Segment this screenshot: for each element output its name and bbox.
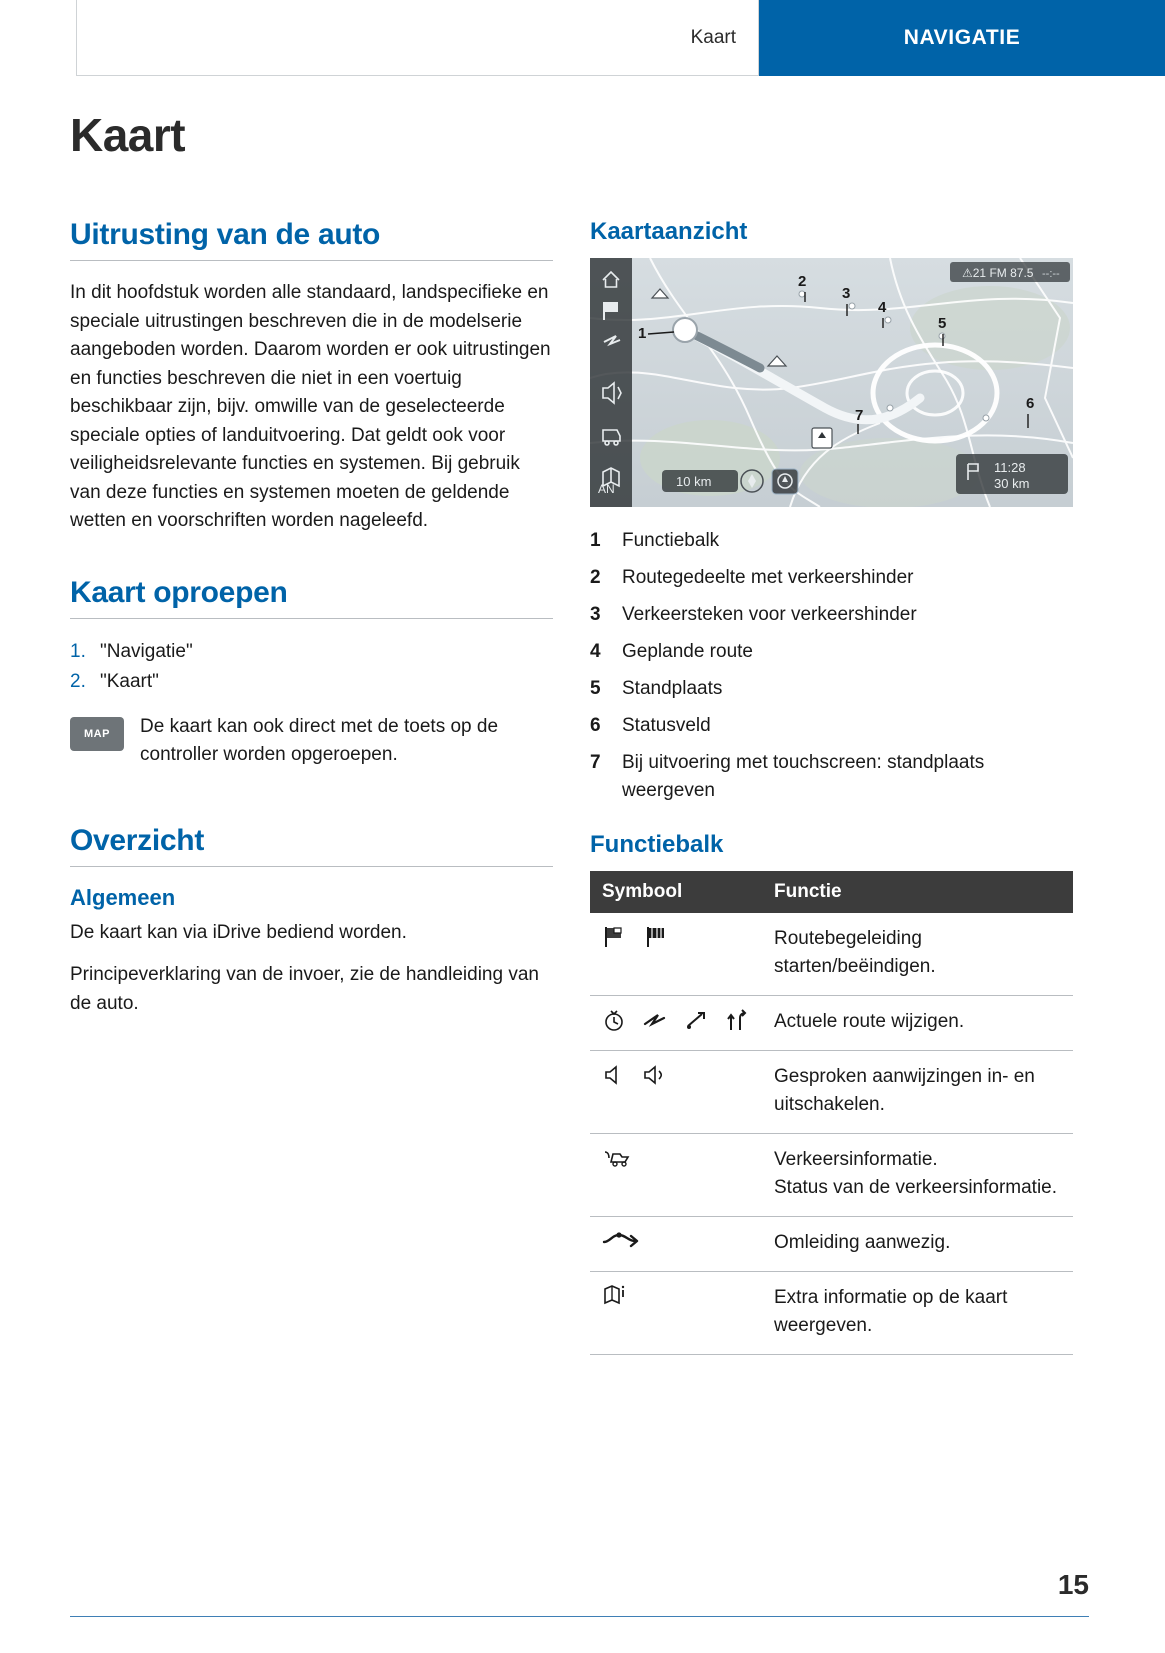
legend-number: 4	[590, 641, 601, 662]
divider	[70, 618, 553, 619]
column-header-functie: Functie	[762, 871, 1073, 913]
table-row	[590, 1272, 1073, 1355]
symbol-cell	[590, 1051, 762, 1134]
speaker-mute-icon	[602, 1063, 626, 1087]
list-item	[590, 564, 1073, 592]
svg-text:30 km: 30 km	[994, 476, 1030, 491]
checkered-flag-icon	[602, 925, 628, 949]
step-text: "Navigatie"	[100, 640, 193, 662]
reroute-icon	[684, 1008, 708, 1032]
steps-list	[70, 637, 553, 697]
legend-number: 3	[590, 604, 601, 625]
list-item	[590, 638, 1073, 666]
map-button-icon: MAP	[70, 717, 124, 751]
list-item	[590, 675, 1073, 703]
heading-kaartaanzicht: Kaartaanzicht	[590, 218, 748, 245]
svg-text:2: 2	[798, 273, 807, 290]
svg-text:4: 4	[878, 299, 887, 316]
function-cell	[762, 1134, 1073, 1217]
function-text-1: Verkeersinformatie.	[774, 1149, 938, 1170]
note-map-key	[70, 713, 553, 770]
table-header-row	[590, 871, 1073, 913]
legend-number: 5	[590, 678, 601, 699]
legend-number: 2	[590, 567, 601, 588]
symbol-cell	[590, 1134, 762, 1217]
step-number: 2.	[70, 670, 86, 692]
functiebalk-table	[590, 871, 1073, 1355]
svg-text:6: 6	[1026, 395, 1035, 412]
table-row	[590, 1134, 1073, 1217]
paragraph-uitrusting: In dit hoofdstuk worden alle standaard, landspecifieke en speciale uitrustingen beschreven die in de modelserie aangeboden worden. Daarom worden er ook uitrustingen en functies beschreven die niet in een voertuig beschikbaar zijn, bijv. omwille van de geselecteerde speciale opties of landuitvoering. Dat geldt ook voor veiligheidsrelevante functies en systemen. Bij gebruik van deze functies en systemen moeten de geldende wetten en voorschriften worden nageleefd.	[70, 282, 551, 531]
breadcrumb-label: Kaart	[690, 26, 736, 48]
list-item	[590, 527, 1073, 555]
page-number: 15	[1057, 1569, 1089, 1600]
legend-text: Verkeersteken voor verkeershinder	[622, 604, 917, 625]
function-cell: Routebegeleiding starten/beëindigen.	[762, 913, 1073, 996]
table-row	[590, 1217, 1073, 1272]
divider	[70, 866, 553, 867]
checkered-flag-filled-icon	[644, 925, 670, 949]
section-label: NAVIGATIE	[903, 26, 1021, 49]
map-illustration	[590, 258, 1073, 507]
legend-text: Functiebalk	[622, 530, 720, 551]
map-screenshot	[590, 258, 1073, 507]
list-item	[590, 601, 1073, 629]
symbol-cell	[590, 1272, 762, 1355]
breadcrumb	[76, 0, 759, 76]
legend-number: 7	[590, 752, 601, 773]
svg-text:⚠21 FM 87.5: ⚠21 FM 87.5	[962, 266, 1034, 280]
list-item	[590, 749, 1073, 805]
page-title: Kaart	[70, 109, 186, 161]
svg-text:7: 7	[855, 407, 864, 424]
legend-number: 6	[590, 715, 601, 736]
subheading-algemeen: Algemeen	[70, 884, 176, 910]
traffic-jam-icon	[602, 1146, 632, 1170]
page-header	[76, 0, 1165, 76]
function-cell: Extra informatie op de kaart weergeven.	[762, 1272, 1073, 1355]
alternative-route-icon	[724, 1008, 750, 1032]
svg-text:5: 5	[938, 315, 947, 332]
table-row	[590, 913, 1073, 996]
svg-text:11:28: 11:28	[994, 460, 1026, 475]
function-cell: Actuele route wijzigen.	[762, 996, 1073, 1051]
map-legend	[590, 527, 1073, 805]
table-row	[590, 1051, 1073, 1134]
legend-text: Routegedeelte met verkeershinder	[622, 567, 914, 588]
symbol-cell	[590, 913, 762, 996]
legend-text: Standplaats	[622, 678, 723, 699]
symbol-cell	[590, 1217, 762, 1272]
function-text-2: Status van de verkeersinformatie.	[774, 1177, 1058, 1198]
svg-text:10 km: 10 km	[676, 474, 712, 489]
function-cell: Omleiding aanwezig.	[762, 1217, 1073, 1272]
column-header-symbool: Symbool	[590, 871, 762, 913]
function-cell: Gesproken aanwijzingen in- en uitschakelen.	[762, 1051, 1073, 1134]
symbol-cell	[590, 996, 762, 1051]
right-column	[590, 218, 1073, 1355]
list-item	[70, 637, 553, 667]
list-item	[70, 667, 553, 697]
legend-text: Geplande route	[622, 641, 753, 662]
speaker-on-icon	[642, 1063, 668, 1087]
svg-text:3: 3	[842, 285, 851, 302]
legend-text: Bij uitvoering met touchscreen: standplaats weergeven	[622, 752, 985, 801]
heading-functiebalk: Functiebalk	[590, 831, 724, 858]
clock-icon	[602, 1008, 626, 1032]
list-item	[590, 712, 1073, 740]
heading-overzicht: Overzicht	[70, 823, 205, 857]
table-row	[590, 996, 1073, 1051]
paragraph-algemeen-1: De kaart kan via iDrive bediend worden.	[70, 921, 407, 943]
divider	[70, 260, 553, 261]
heading-uitrusting: Uitrusting van de auto	[70, 218, 381, 251]
heading-kaart-oproepen: Kaart oproepen	[70, 575, 288, 609]
legend-text: Statusveld	[622, 715, 711, 736]
footer-divider	[70, 1616, 1089, 1617]
svg-text:1: 1	[638, 325, 647, 342]
left-column	[70, 218, 553, 1032]
paragraph-algemeen-2: Principeverklaring van de invoer, zie de handleiding van de auto.	[70, 964, 539, 1014]
legend-number: 1	[590, 530, 601, 551]
detour-arrow-icon	[602, 1229, 642, 1249]
svg-text:AN: AN	[598, 482, 615, 496]
note-text: De kaart kan ook direct met de toets op de controller worden opgeroepen.	[140, 715, 499, 765]
map-info-icon	[602, 1284, 630, 1308]
detour-icon	[642, 1008, 668, 1032]
step-number: 1.	[70, 640, 86, 662]
svg-text:--:--: --:--	[1042, 268, 1060, 280]
section-badge	[759, 0, 1165, 76]
step-text: "Kaart"	[100, 670, 159, 692]
